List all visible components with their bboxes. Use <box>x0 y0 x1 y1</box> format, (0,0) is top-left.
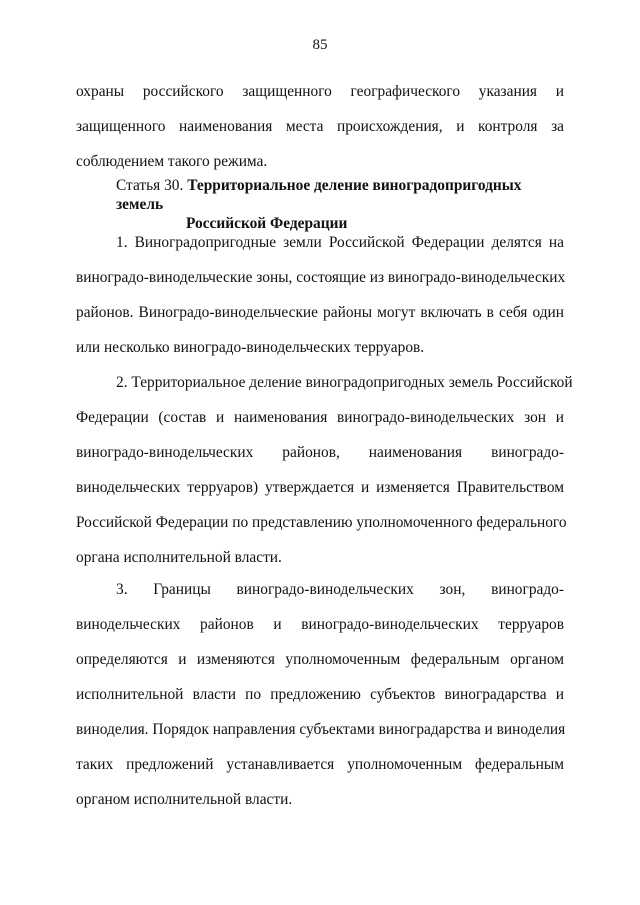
paragraph-1 <box>76 225 564 365</box>
paragraph-line: виноделия. Порядок направления субъектами виноградарства и виноделия <box>76 721 566 738</box>
paragraph-line: 2. Территориальное деление виноградопригодных земель Российской <box>116 374 573 391</box>
paragraph-line: исполнительной власти по предложению субъектов виноградарства и <box>76 686 564 703</box>
paragraph-line: винодельческих терруаров) утверждается и изменяется Правительством <box>76 479 564 496</box>
paragraph-line: районов. Виноградо-винодельческие районы могут включать в себя один <box>76 304 564 321</box>
intro-line: соблюдением такого режима. <box>76 153 268 170</box>
article-title-line2: Российской Федерации <box>186 215 348 232</box>
paragraph-line: 3. Границы виноградо-винодельческих зон, виноградо- <box>116 581 564 598</box>
paragraph-line: Федерации (состав и наименования виноградо-винодельческих зон и <box>76 409 564 426</box>
paragraph-2 <box>76 365 573 575</box>
intro-line: охраны российского защищенного географического указания и <box>76 83 564 100</box>
paragraph-line: 1. Виноградопригодные земли Российской Федерации делятся на <box>116 234 564 251</box>
paragraph-line: виноградо-винодельческие зоны, состоящие из виноградо-винодельческих <box>76 269 566 286</box>
paragraph-line: виноградо-винодельческих районов, наименования виноградо- <box>76 444 564 461</box>
article-title-line1: Территориальное деление виноградопригодных земель <box>116 177 522 213</box>
paragraph-line: определяются и изменяются уполномоченным федеральным органом <box>76 651 564 668</box>
page-number: 85 <box>312 37 328 53</box>
intro-line: защищенного наименования места происхождения, и контроля за <box>76 118 564 135</box>
paragraph-line: таких предложений устанавливается уполномоченным федеральным <box>76 756 564 773</box>
paragraph-line: или несколько виноградо-винодельческих терруаров. <box>76 339 425 356</box>
article-number: Статья 30. <box>116 177 184 194</box>
intro-paragraph <box>76 74 564 179</box>
paragraph-line: Российской Федерации по представлению уполномоченного федерального <box>76 514 567 531</box>
paragraph-line: винодельческих районов и виноградо-винодельческих терруаров <box>76 616 564 633</box>
paragraph-line: органом исполнительной власти. <box>76 791 293 808</box>
paragraph-3 <box>76 572 564 817</box>
paragraph-line: органа исполнительной власти. <box>76 549 282 566</box>
